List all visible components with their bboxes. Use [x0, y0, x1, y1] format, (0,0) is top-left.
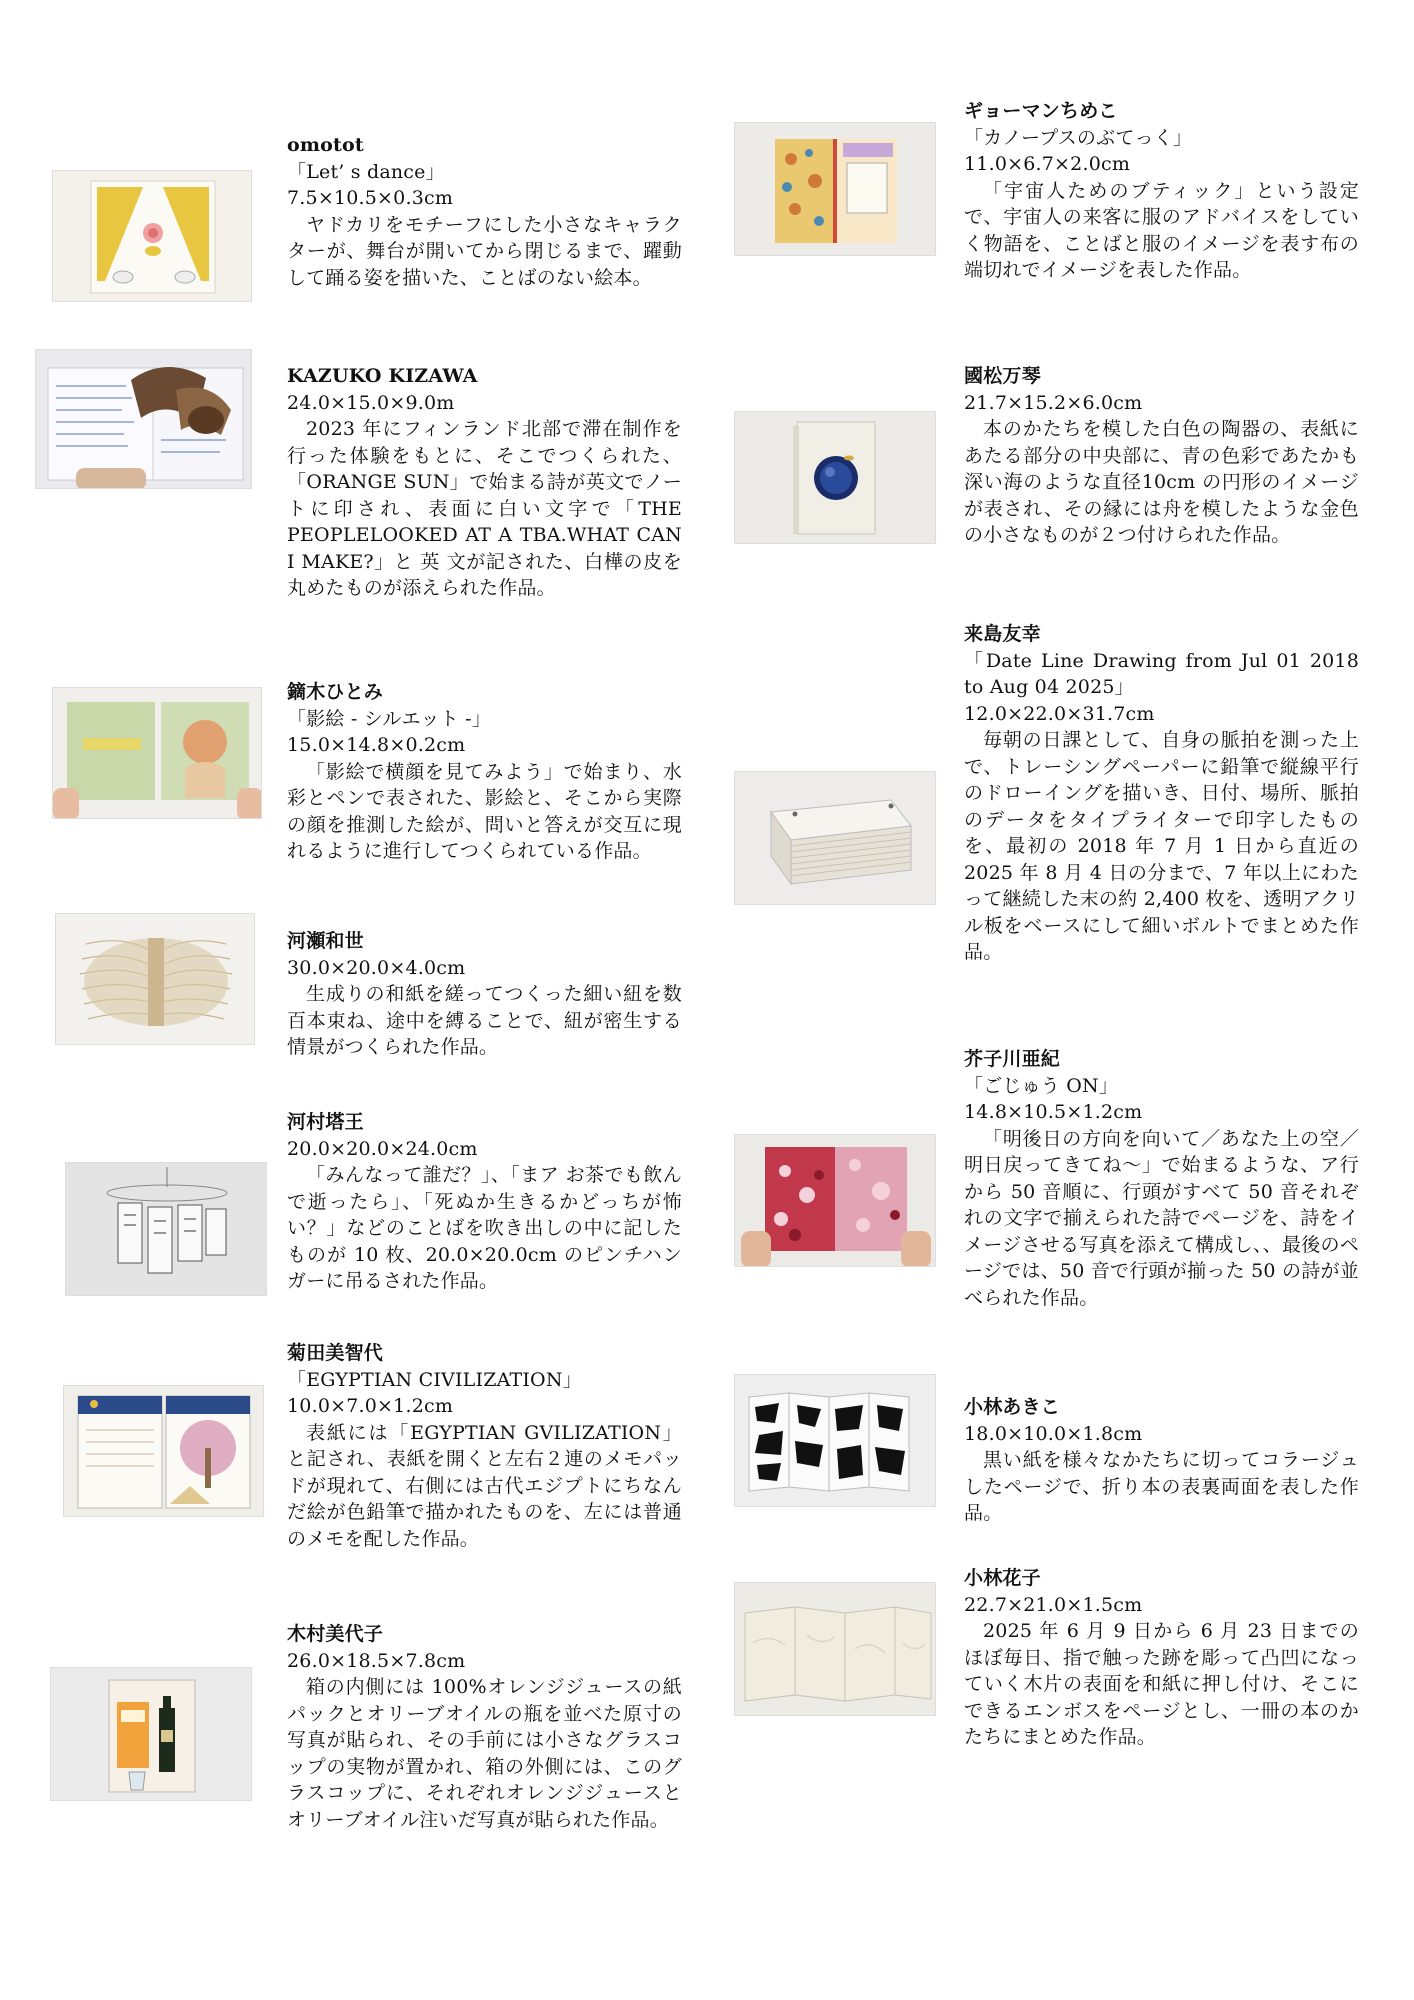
- work-description: 本のかたちを模した白色の陶器の、表紙にあたる部分の中央部に、青の色彩であたかも深い海のような直径10cm の円形のイメージが表され、その縁には舟を模したような金色の小さなものが２つ付けられた作品。: [964, 418, 1359, 546]
- work-title: 「EGYPTIAN CIVILIZATION」: [287, 1368, 582, 1391]
- work-size: 30.0×20.0×4.0cm: [287, 956, 466, 979]
- work-size: 12.0×22.0×31.7cm: [964, 702, 1155, 725]
- work-description: 表紙には「EGYPTIAN GVILIZATION」と記され、表紙を開くと左右２連のメモパッドが現れて、右側には古代エジプトにちなんだ絵が色鉛筆で描かれたものを、左には普通のメモを配した作品。: [287, 1421, 682, 1550]
- artwork-photo: [734, 1582, 936, 1716]
- work-description: 箱の内側には 100%オレンジジュースの紙パックとオリーブオイルの瓶を並べた原寸の写真が貼られ、その手前には小さなグラスコップの実物が置かれ、箱の外側には、このグラスコップに、それぞれオレンジジュースとオリーブオイル注いだ写真が貼られた作品。: [287, 1676, 682, 1831]
- artist-name: 菊田美智代: [287, 1342, 384, 1364]
- artwork-photo: [734, 122, 936, 256]
- artist-name: 木村美代子: [287, 1623, 384, 1645]
- work-size: 22.7×21.0×1.5cm: [964, 1593, 1143, 1616]
- work-size: 7.5×10.5×0.3cm: [287, 187, 454, 209]
- work-description: 「みんなって誰だ？」、「まア お茶でも飲んで逝ったら」、「死ぬか生きるかどっちが怖い？」などのことばを吹き出しの中に記したものが 10 枚、20.0×20.0cm のピンチハンガーに吊るされた作品。: [287, 1164, 682, 1292]
- artwork-photo: [734, 771, 936, 905]
- artwork-photo: [52, 170, 252, 302]
- artwork-photo: [55, 913, 255, 1045]
- work-title: 「Date Line Drawing from Jul 01 2018 to Aug 04 2025」: [964, 649, 1359, 698]
- work-description: 毎朝の日課として、自身の脈拍を測った上で、トレーシングペーパーに鉛筆で縦線平行のドローイングを描いき、日付、場所、脈拍のデータをタイプライターで印字したものを、最初の 2018 年 7 月 1 日から直近の 2025 年 8 月 4 日の分まで、7 年以上にわたって継続した末の約 2,400 枚を、透明アクリル板をベースにして細いボルトでまとめた作品。: [964, 729, 1359, 963]
- work-title: 「カノープスのぶてっく」: [964, 126, 1193, 149]
- work-title: 「影絵 - シルエット -」: [287, 707, 491, 730]
- artist-name: 芥子川亜紀: [964, 1048, 1061, 1070]
- work-size: 18.0×10.0×1.8cm: [964, 1422, 1143, 1445]
- work-size: 11.0×6.7×2.0cm: [964, 153, 1131, 175]
- work-size: 10.0×7.0×1.2cm: [287, 1395, 454, 1417]
- artist-name: 来島友幸: [964, 623, 1041, 645]
- artist-name: 河村塔王: [287, 1111, 364, 1133]
- artwork-photo: [65, 1162, 267, 1296]
- work-title: 「Let’ s dance」: [287, 160, 445, 183]
- work-description: ヤドカリをモチーフにした小さなキャラクターが、舞台が開いてから閉じるまで、躍動して踊る姿を描いた、ことばのない絵本。: [287, 213, 682, 289]
- artwork-photo: [50, 1667, 252, 1801]
- artist-name: 鏑木ひとみ: [287, 681, 384, 703]
- work-description: 2023 年にフィンランド北部で滞在制作を行った体験をもとに、そこでつくられた、「ORANGE SUN」で始まる詩が英文でノートに印され、表面に白い文字で「THE PEOPLELOOKED AT A TBA.WHAT CAN I MAKE?」と 英 文が記された、白樺の皮を丸めたものが添えられた作品。: [287, 418, 682, 599]
- artist-name: 國松万琴: [964, 365, 1041, 387]
- work-description: 「宇宙人ためのブティック」という設定で、宇宙人の来客に服のアドバイスをしていく物語を、ことばと服のイメージを表す布の端切れでイメージを表した作品。: [964, 179, 1359, 281]
- artwork-photo: [734, 1374, 936, 1507]
- work-description: 「影絵で横顔を見てみよう」で始まり、水彩とペンで表された、影絵と、そこから実際の顔を推測した絵が、問いと答えが交互に現れるように進行してつくられている作品。: [287, 760, 682, 862]
- artwork-photo: [35, 349, 252, 489]
- artist-name: 河瀬和世: [287, 930, 364, 952]
- work-size: 24.0×15.0×9.0m: [287, 391, 455, 414]
- artwork-photo: [63, 1385, 264, 1517]
- artist-name: 小林あきこ: [964, 1396, 1061, 1418]
- artist-name: ギョーマンちめこ: [964, 100, 1118, 122]
- work-size: 14.8×10.5×1.2cm: [964, 1101, 1143, 1123]
- work-description: 黒い紙を様々なかたちに切ってコラージュしたページで、折り本の表裏両面を表した作品。: [964, 1449, 1359, 1524]
- artist-name: KAZUKO KIZAWA: [287, 365, 478, 387]
- work-size: 21.7×15.2×6.0cm: [964, 391, 1143, 414]
- work-size: 26.0×18.5×7.8cm: [287, 1649, 466, 1672]
- work-description: 生成りの和紙を縒ってつくった細い紐を数百本束ね、途中を縛ることで、紐が密生する情景がつくられた作品。: [287, 983, 682, 1058]
- artist-name: omotot: [287, 134, 364, 156]
- work-description: 「明後日の方向を向いて／あなた上の空／明日戻ってきてね〜」で始まるような、ア行から 50 音順に、行頭がすべて 50 音それぞれの文字で揃えられた詩でページを、詩をイメージさせる写真を添えて構成し、、最後のページでは、50 音で行頭が揃った 50 の詩が並べられた作品。: [964, 1127, 1359, 1309]
- work-size: 20.0×20.0×24.0cm: [287, 1137, 478, 1160]
- artwork-photo: [734, 411, 936, 544]
- work-title: 「ごじゅう ON」: [964, 1074, 1119, 1097]
- artwork-photo: [734, 1134, 936, 1267]
- work-size: 15.0×14.8×0.2cm: [287, 734, 466, 756]
- artwork-photo: [52, 687, 262, 819]
- artist-name: 小林花子: [964, 1567, 1041, 1589]
- work-description: 2025 年 6 月 9 日から 6 月 23 日までのほぼ毎日、指で触った跡を彫って凸凹になっていく木片の表面を和紙に押し付け、そこにできるエンボスをページとし、一冊の本のかたちにまとめた作品。: [964, 1620, 1359, 1748]
